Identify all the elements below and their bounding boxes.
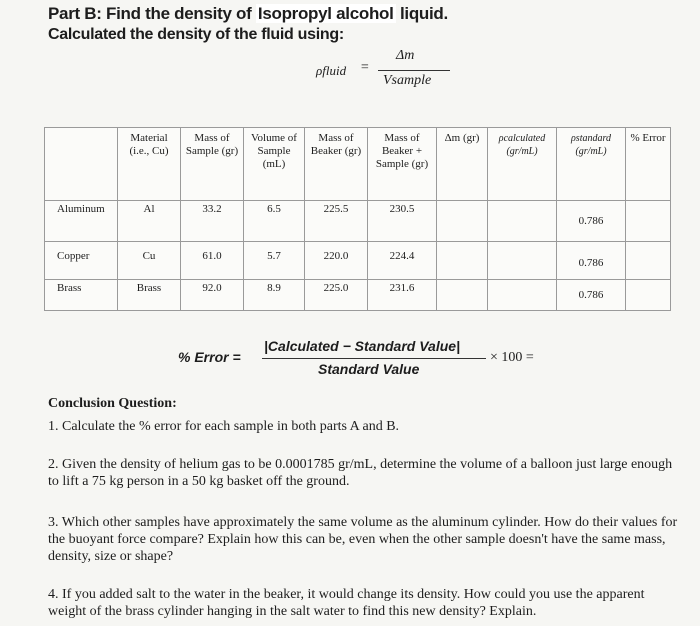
header-delta-m: Δm (gr) xyxy=(437,128,488,201)
density-formula-denominator: Vsample xyxy=(383,73,432,88)
cell-volume: 6.5 xyxy=(244,201,305,242)
cell-rho-calculated xyxy=(488,280,557,311)
cell-material: Cu xyxy=(118,242,181,280)
heading-suffix: liquid. xyxy=(399,4,448,23)
density-formula-lhs: ρfluid xyxy=(316,63,347,78)
cell-mass-beaker-sample: 230.5 xyxy=(368,201,437,242)
cell-volume: 8.9 xyxy=(244,280,305,311)
cell-percent-error xyxy=(626,201,671,242)
error-formula-denominator: Standard Value xyxy=(318,361,420,377)
heading-highlight: Isopropyl alcohol xyxy=(257,4,394,23)
cell-mass-beaker-sample: 231.6 xyxy=(368,280,437,311)
fraction-bar xyxy=(378,70,450,71)
cell-delta-m xyxy=(437,280,488,311)
cell-rho-standard: 0.786 xyxy=(557,201,626,242)
cell-rho-calculated xyxy=(488,242,557,280)
cell-rho-calculated xyxy=(488,201,557,242)
header-percent-error: % Error xyxy=(626,128,671,201)
header-blank xyxy=(45,128,118,201)
cell-mass-sample: 33.2 xyxy=(181,201,244,242)
table-row xyxy=(45,201,671,242)
error-formula-lhs: % Error = xyxy=(178,349,241,365)
cell-material: Brass xyxy=(118,280,181,311)
cell-sample: Copper xyxy=(45,242,118,280)
percent-error-formula xyxy=(178,338,598,382)
cell-percent-error xyxy=(626,280,671,311)
density-formula-numerator: Δm xyxy=(396,48,415,63)
cell-delta-m xyxy=(437,201,488,242)
heading-prefix: Part B: Find the density of xyxy=(48,4,252,23)
cell-sample: Brass xyxy=(45,280,118,311)
question-2: 2. Given the density of helium gas to be 0.0001785 gr/mL, determine the volume of a balloon just large enough to lift a 75 kg person in a 50 kg basket off the ground. xyxy=(48,457,673,489)
data-table xyxy=(44,127,671,311)
header-mass-beaker-sample: Mass of Beaker + Sample (gr) xyxy=(368,128,437,201)
section-heading xyxy=(48,4,448,24)
cell-delta-m xyxy=(437,242,488,280)
header-mass-sample: Mass of Sample (gr) xyxy=(181,128,244,201)
cell-rho-standard: 0.786 xyxy=(557,242,626,280)
fraction-bar xyxy=(262,358,486,359)
cell-material: Al xyxy=(118,201,181,242)
header-material: Material (i.e., Cu) xyxy=(118,128,181,201)
cell-mass-sample: 61.0 xyxy=(181,242,244,280)
conclusion-title: Conclusion Question: xyxy=(48,396,177,411)
cell-sample: Aluminum xyxy=(45,201,118,242)
cell-mass-sample: 92.0 xyxy=(181,280,244,311)
table-header-row xyxy=(45,128,671,201)
density-formula xyxy=(316,48,476,98)
cell-percent-error xyxy=(626,242,671,280)
density-formula-equals: = xyxy=(360,60,370,75)
header-volume-sample: Volume of Sample (mL) xyxy=(244,128,305,201)
section-subheading: Calculated the density of the fluid using: xyxy=(48,26,344,43)
cell-volume: 5.7 xyxy=(244,242,305,280)
cell-mass-beaker: 220.0 xyxy=(305,242,368,280)
cell-rho-standard: 0.786 xyxy=(557,280,626,311)
cell-mass-beaker-sample: 224.4 xyxy=(368,242,437,280)
table-row xyxy=(45,280,671,311)
cell-mass-beaker: 225.0 xyxy=(305,280,368,311)
table-row xyxy=(45,242,671,280)
question-3: 3. Which other samples have approximately the same volume as the aluminum cylinder. How do their values for the buoyant force compare? Explain how this can be, even when the other sample doesn't have the same mass, density, size or shape? xyxy=(48,515,678,564)
header-rho-calculated: ρcalculated (gr/mL) xyxy=(488,128,557,201)
error-formula-numerator: |Calculated − Standard Value| xyxy=(264,338,460,354)
cell-mass-beaker: 225.5 xyxy=(305,201,368,242)
question-4: 4. If you added salt to the water in the beaker, it would change its density. How could you use the apparent weight of the brass cylinder hanging in the salt water to find this new density? Explain. xyxy=(48,587,645,619)
header-mass-beaker: Mass of Beaker (gr) xyxy=(305,128,368,201)
question-1: 1. Calculate the % error for each sample in both parts A and B. xyxy=(48,419,400,434)
error-formula-rhs: × 100 = xyxy=(490,350,534,365)
header-rho-standard: ρstandard (gr/mL) xyxy=(557,128,626,201)
